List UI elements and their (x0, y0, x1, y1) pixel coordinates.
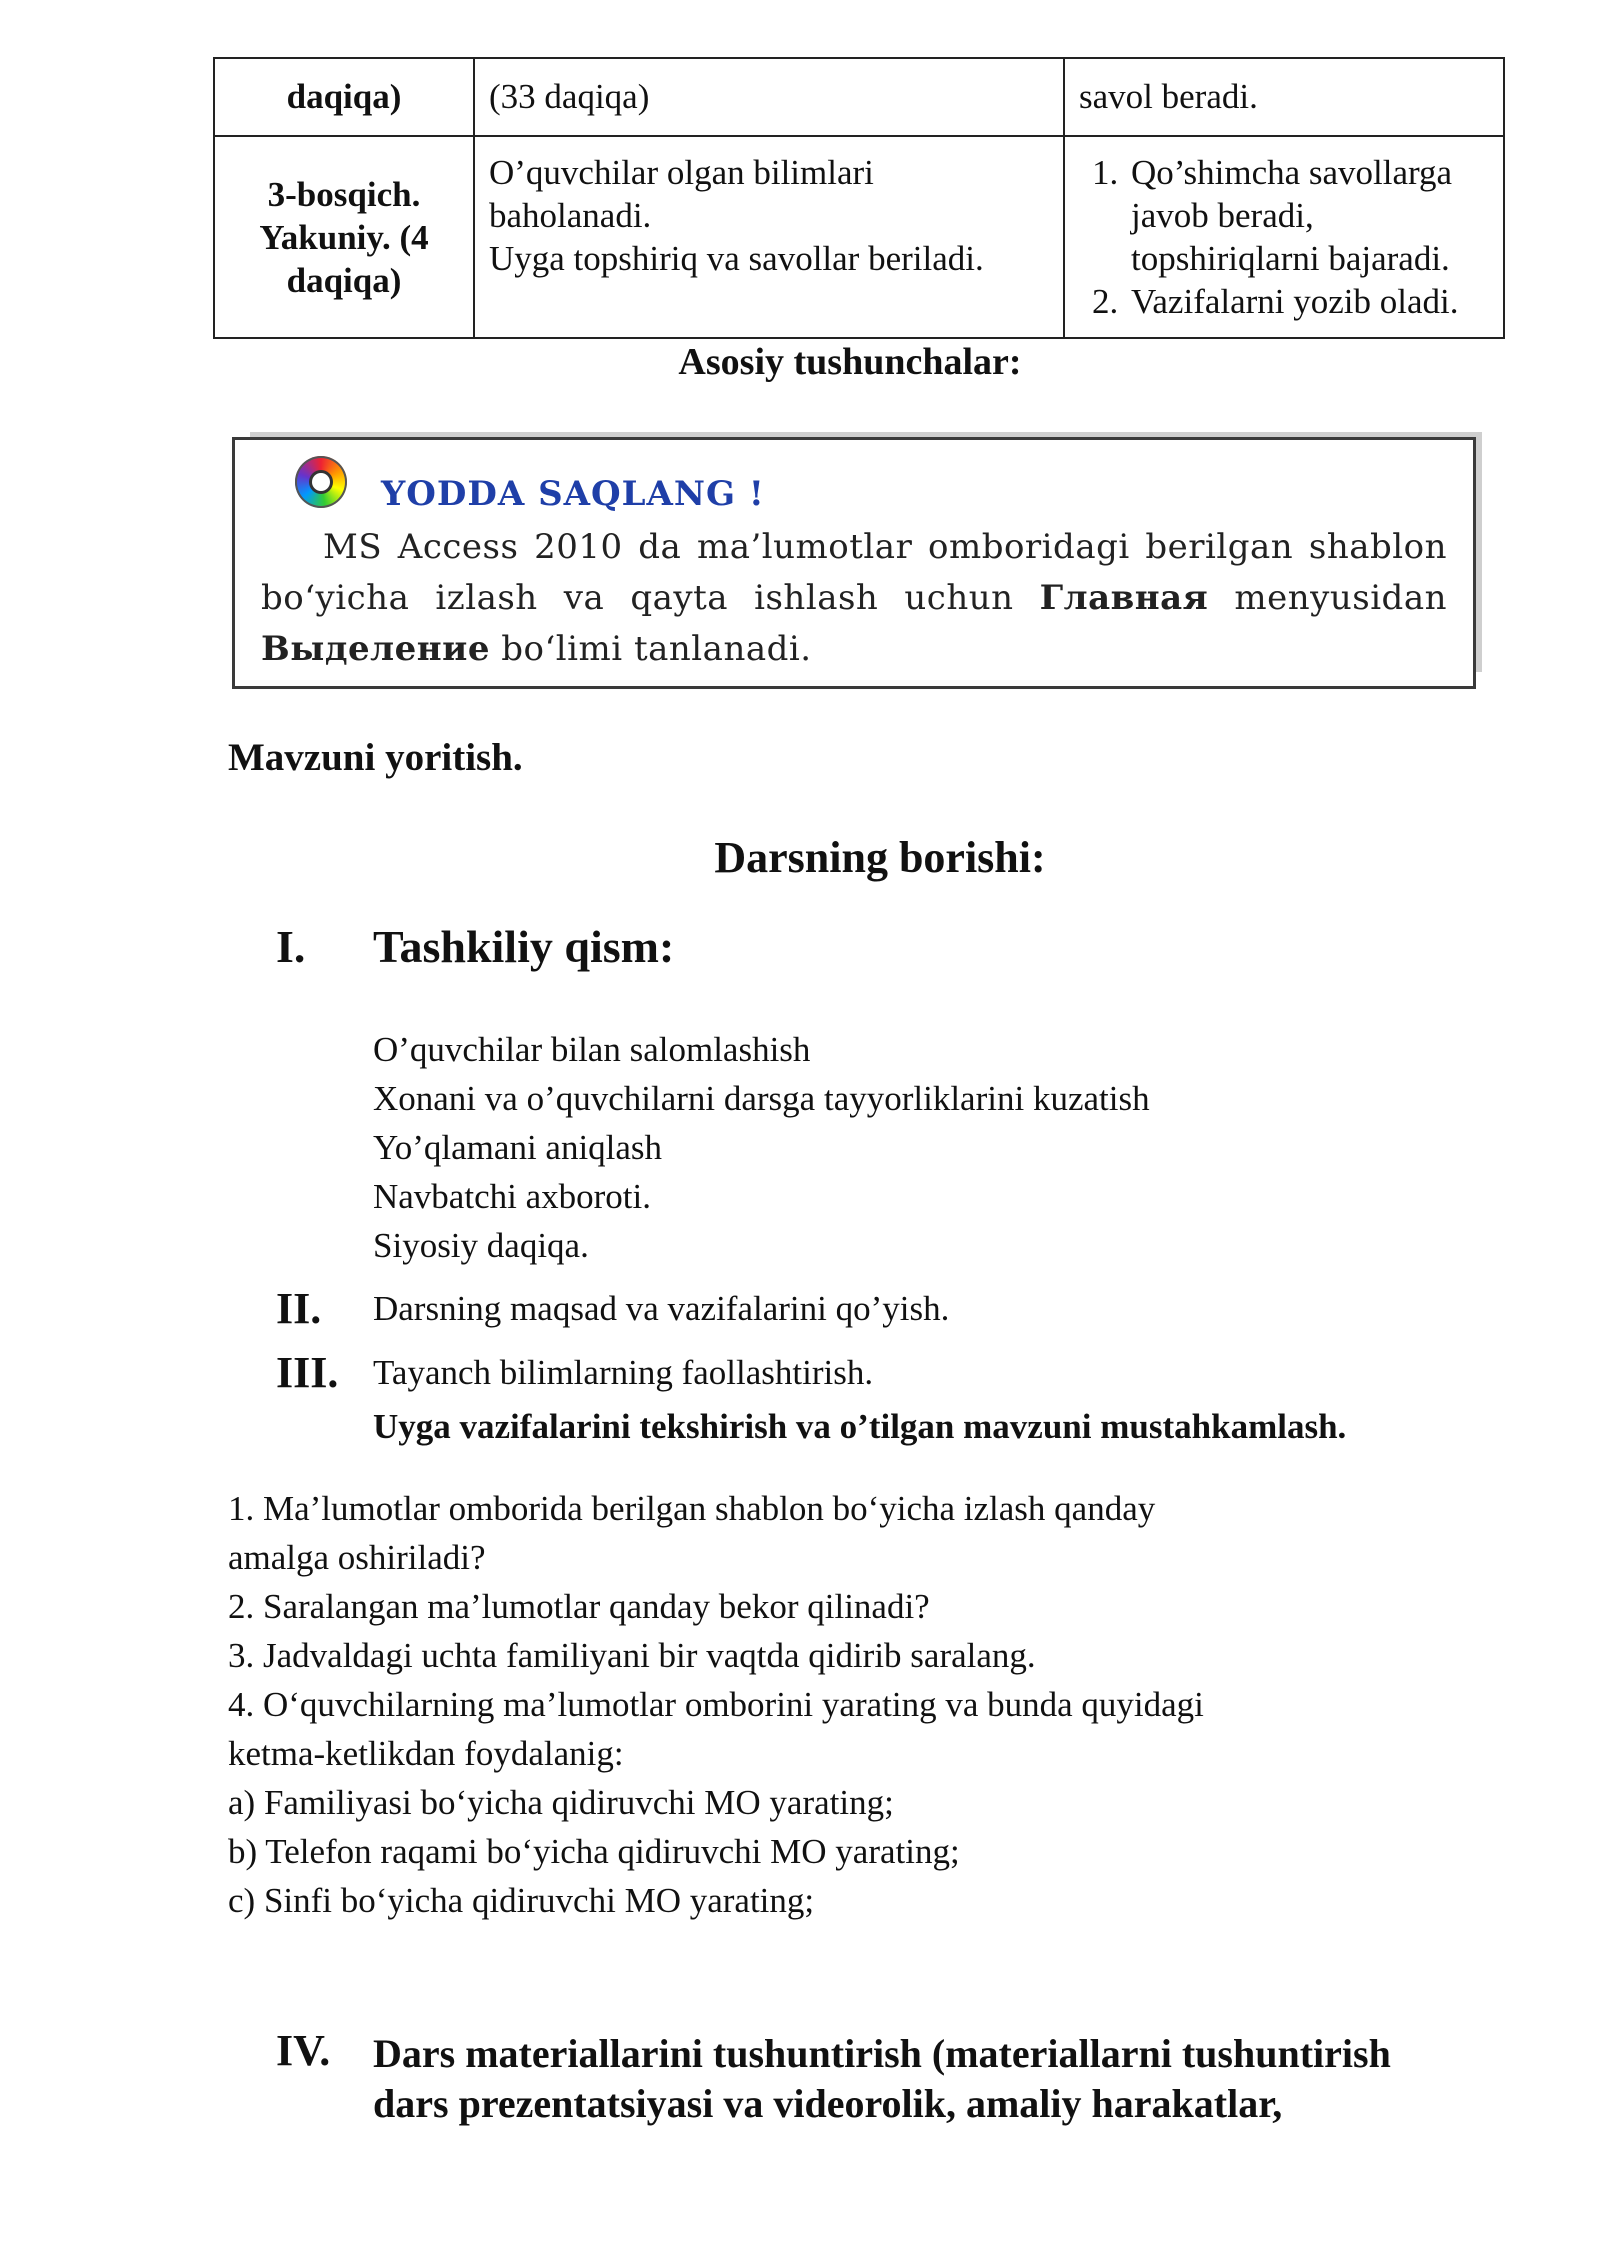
teacher-activity-cell: (33 daqiqa) (474, 58, 1064, 136)
section-numeral: III. (276, 1348, 339, 1397)
section-title: Dars materiallarini tushuntirish (materiallarni tushuntirish (373, 2031, 1391, 2076)
teacher-line: O’quvchilar olgan bilimlari (489, 153, 874, 192)
list-item: Xonani va o’quvchilarni darsga tayyorliklarini kuzatish (373, 1079, 1150, 1118)
remember-box (232, 437, 1476, 689)
question-line: b) Telefon raqami bo‘yicha qidiruvchi MO yarating; (228, 1832, 960, 1871)
section-title-continued: dars prezentatsiyasi va videorolik, amaliy harakatlar, (373, 2081, 1283, 2126)
list-item: 2. Vazifalarni yozib oladi. (1127, 280, 1489, 323)
list-item: Yo’qlamani aniqlash (373, 1128, 663, 1167)
student-task-list (1079, 151, 1489, 323)
student-activity-cell: savol beradi. (1064, 58, 1504, 136)
remember-text (261, 522, 1447, 675)
list-item: O’quvchilar bilan salomlashish (373, 1030, 811, 1069)
mavzuni-yoritish-heading: Mavzuni yoritish. (228, 736, 523, 779)
section-numeral: II. (276, 1284, 322, 1333)
note-text-part: MS Access 2010 da ma’lumotlar omboridagi berilgan shablon bo‘yicha izlash va qayta ishlash uchun (261, 527, 1447, 618)
section-title: Darsning maqsad va vazifalarini qo’yish. (373, 1289, 950, 1328)
student-activity-cell (1064, 136, 1504, 338)
section-title: Tashkiliy qism: (373, 921, 675, 972)
question-line: 1. Ma’lumotlar omborida berilgan shablon bo‘yicha izlash qanday (228, 1489, 1156, 1528)
question-line: a) Familiyasi bo‘yicha qidiruvchi MO yarating; (228, 1783, 894, 1822)
question-line: amalga oshiriladi? (228, 1538, 486, 1577)
question-line: 4. O‘quvchilarning ma’lumotlar omborini yarating va bunda quyidagi (228, 1685, 1204, 1724)
stage-cell (214, 136, 474, 338)
table-row (214, 58, 1504, 136)
list-item: Navbatchi axboroti. (373, 1177, 651, 1216)
remember-title: YODDA SAQLANG ! (381, 474, 765, 514)
teacher-line: baholanadi. (489, 196, 652, 235)
note-text-part: menyusidan (1234, 578, 1447, 618)
cd-disc-icon (295, 456, 347, 508)
question-line: ketma-ketlikdan foydalanig: (228, 1734, 624, 1773)
stage-cell: daqiqa) (214, 58, 474, 136)
question-line: 2. Saralangan ma’lumotlar qanday bekor qilinadi? (228, 1587, 930, 1626)
asosiy-tushunchalar-heading: Asosiy tushunchalar: (678, 341, 1022, 383)
section-subtitle: Uyga vazifalarini tekshirish va o’tilgan mavzuni mustahkamlash. (373, 1407, 1347, 1446)
stage-line: Yakuniy. (4 (259, 217, 429, 257)
section-numeral: IV. (276, 2026, 331, 2075)
section-numeral: I. (276, 921, 306, 972)
teacher-line: Uyga topshiriq va savollar beriladi. (489, 239, 984, 278)
glavnaya-menu-name: Главная (1039, 578, 1209, 618)
teacher-activity-cell (474, 136, 1064, 338)
darsning-borishi-heading: Darsning borishi: (714, 833, 1046, 882)
section-title: Tayanch bilimlarning faollashtirish. (373, 1353, 874, 1392)
note-text-part: bo‘limi tanlanadi. (501, 629, 812, 669)
question-line: 3. Jadvaldagi uchta familiyani bir vaqtda qidirib saralang. (228, 1636, 1036, 1675)
vydelenie-section-name: Выделение (261, 629, 490, 669)
stage-line: daqiqa) (286, 260, 402, 300)
list-item: Siyosiy daqiqa. (373, 1226, 589, 1265)
table-row (214, 136, 1504, 338)
list-item: 1. Qo’shimcha savollarga javob beradi, topshiriqlarni bajaradi. (1127, 151, 1489, 280)
question-line: c) Sinfi bo‘yicha qidiruvchi MO yarating; (228, 1881, 815, 1920)
lesson-plan-table (213, 57, 1505, 339)
stage-line: 3-bosqich. (267, 174, 421, 214)
